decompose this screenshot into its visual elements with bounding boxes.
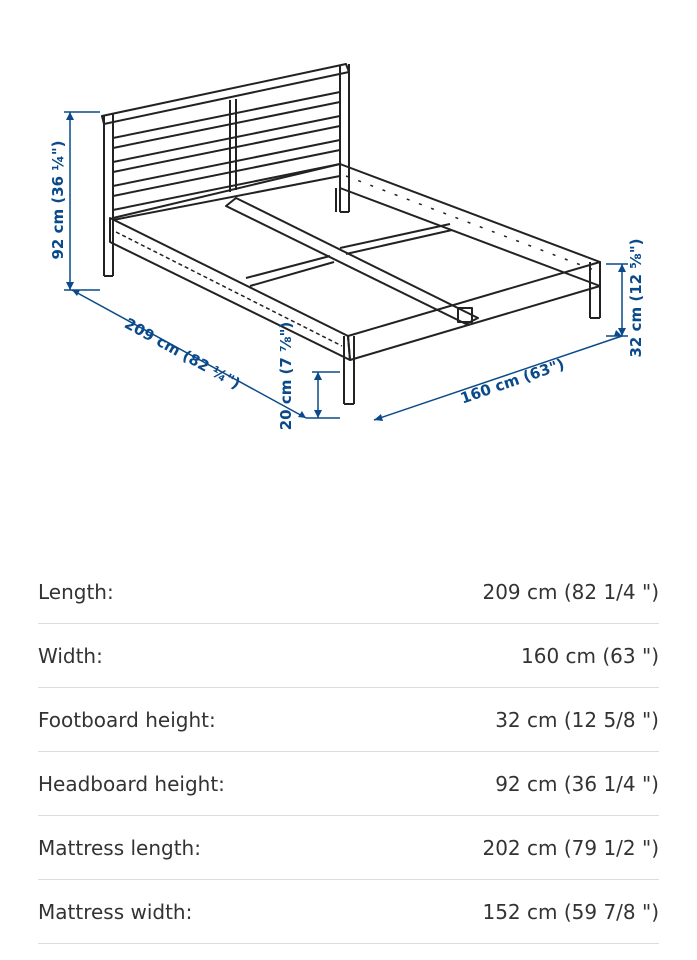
spec-label: Width: [38, 644, 103, 668]
spec-label: Mattress width: [38, 900, 193, 924]
spec-label: Length: [38, 580, 114, 604]
spec-row-width [38, 625, 659, 688]
spec-value: 152 cm (59 7/8 ") [482, 900, 659, 924]
spec-value: 32 cm (12 5/8 ") [495, 708, 659, 732]
width-label: 160 cm (63") [458, 355, 567, 408]
bed-dimension-diagram [0, 0, 697, 470]
footboard-height-label: 32 cm (12 ⅝") [627, 238, 645, 358]
spec-row-length [38, 561, 659, 624]
spec-label: Mattress length: [38, 836, 201, 860]
length-label: 209 cm (82 ¼") [121, 314, 244, 393]
bed-illustration [0, 0, 697, 470]
spec-value: 92 cm (36 1/4 ") [495, 772, 659, 796]
spec-label: Headboard height: [38, 772, 225, 796]
spec-row-footboard-height [38, 689, 659, 752]
spec-value: 209 cm (82 1/4 ") [482, 580, 659, 604]
spec-row-mattress-length [38, 817, 659, 880]
rail-screw-detail [346, 176, 594, 270]
spec-row-headboard-height [38, 753, 659, 816]
dimension-spec-table [38, 560, 659, 944]
leg-height-label-cm: 20 cm (7 ⅞") [277, 321, 295, 431]
spec-row-mattress-width [38, 881, 659, 944]
spec-value: 202 cm (79 1/2 ") [482, 836, 659, 860]
spec-value: 160 cm (63 ") [521, 644, 659, 668]
spec-label: Footboard height: [38, 708, 216, 732]
headboard-height-label: 92 cm (36 ¼") [49, 140, 67, 260]
